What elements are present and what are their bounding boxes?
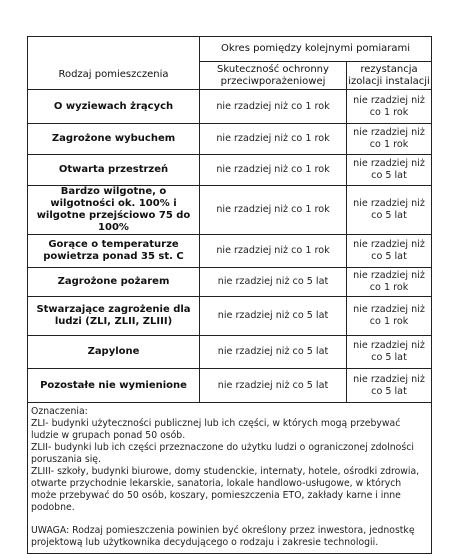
room-type-cell: O wyziewach żrących — [28, 90, 200, 124]
notes-cell — [28, 403, 432, 554]
protection-cell: nie rzadziej niż co 5 lat — [200, 336, 347, 369]
room-type-cell: Zagrożone wybuchem — [28, 124, 200, 155]
insulation-cell: nie rzadziej niż co 5 lat — [347, 235, 432, 268]
table-row — [28, 90, 432, 124]
measurement-schedule-table — [27, 36, 432, 554]
note-zli: ZLI- budynki użyteczności publicznej lub ich części, w których mogą przebywać ludzie w grupach ponad 50 osób. — [31, 418, 401, 441]
table-row — [28, 369, 432, 403]
table-row — [28, 124, 432, 155]
protection-cell: nie rzadziej niż co 5 lat — [200, 369, 347, 403]
room-type-cell: Pozostałe nie wymienione — [28, 369, 200, 403]
room-type-cell: Gorące o temperaturze powietrza ponad 35 st. C — [28, 235, 200, 268]
insulation-cell: nie rzadziej niż co 1 rok — [347, 268, 432, 297]
table-row — [28, 268, 432, 297]
table-row — [28, 186, 432, 235]
notes-row — [28, 403, 432, 554]
note-warning: UWAGA: Rodzaj pomieszczenia powinien być określony przez inwestora, jednostkę projektową lub użytkownika decydującego o rodzaju i zakresie technologii. — [31, 525, 415, 548]
insulation-cell: nie rzadziej niż co 5 lat — [347, 336, 432, 369]
note-zlii: ZLII- budynki lub ich części przeznaczone do użytku ludzi o ograniczonej zdolności poruszania się. — [31, 442, 414, 465]
notes-spacer — [31, 514, 428, 525]
room-type-cell: Zagrożone pożarem — [28, 268, 200, 297]
note-zliii: ZLIII- szkoły, budynki biurowe, domy studenckie, internaty, hotele, ośrodki zdrowia, otwarte przychodnie lekarskie, sanatoria, lokale handlowo-usługowe, w których może przebywać do 50 osób, koszary, pomieszczenia ETO, zakłady karne i inne podobne. — [31, 466, 420, 513]
insulation-cell: nie rzadziej niż co 1 rok — [347, 90, 432, 124]
room-type-cell: Otwarta przestrzeń — [28, 155, 200, 186]
room-type-cell: Bardzo wilgotne, o wilgotności ok. 100% i wilgotne przejściowo 75 do 100% — [28, 186, 200, 235]
room-type-header: Rodzaj pomieszczenia — [28, 37, 200, 90]
protection-cell: nie rzadziej niż co 1 rok — [200, 124, 347, 155]
insulation-cell: nie rzadziej niż co 5 lat — [347, 155, 432, 186]
protection-cell: nie rzadziej niż co 1 rok — [200, 186, 347, 235]
insulation-cell: nie rzadziej niż co 1 rok — [347, 124, 432, 155]
insulation-header: rezystancja izolacji instalacji — [347, 62, 432, 90]
room-type-cell: Zapylone — [28, 336, 200, 369]
table-row — [28, 297, 432, 336]
protection-cell: nie rzadziej niż co 5 lat — [200, 297, 347, 336]
protection-header: Skuteczność ochronny przeciwporażeniowej — [200, 62, 347, 90]
insulation-cell: nie rzadziej niż co 1 rok — [347, 297, 432, 336]
room-type-cell: Stwarzające zagrożenie dla ludzi (ZLI, ZLII, ZLIII) — [28, 297, 200, 336]
protection-cell: nie rzadziej niż co 1 rok — [200, 155, 347, 186]
insulation-cell: nie rzadziej niż co 5 lat — [347, 186, 432, 235]
notes-title: Oznaczenia: — [31, 406, 88, 417]
period-header: Okres pomiędzy kolejnymi pomiarami — [200, 37, 432, 62]
table-row — [28, 336, 432, 369]
protection-cell: nie rzadziej niż co 5 lat — [200, 268, 347, 297]
table-row — [28, 235, 432, 268]
table-row — [28, 155, 432, 186]
insulation-cell: nie rzadziej niż co 5 lat — [347, 369, 432, 403]
protection-cell: nie rzadziej niż co 1 rok — [200, 90, 347, 124]
header-row-top — [28, 37, 432, 62]
protection-cell: nie rzadziej niż co 1 rok — [200, 235, 347, 268]
